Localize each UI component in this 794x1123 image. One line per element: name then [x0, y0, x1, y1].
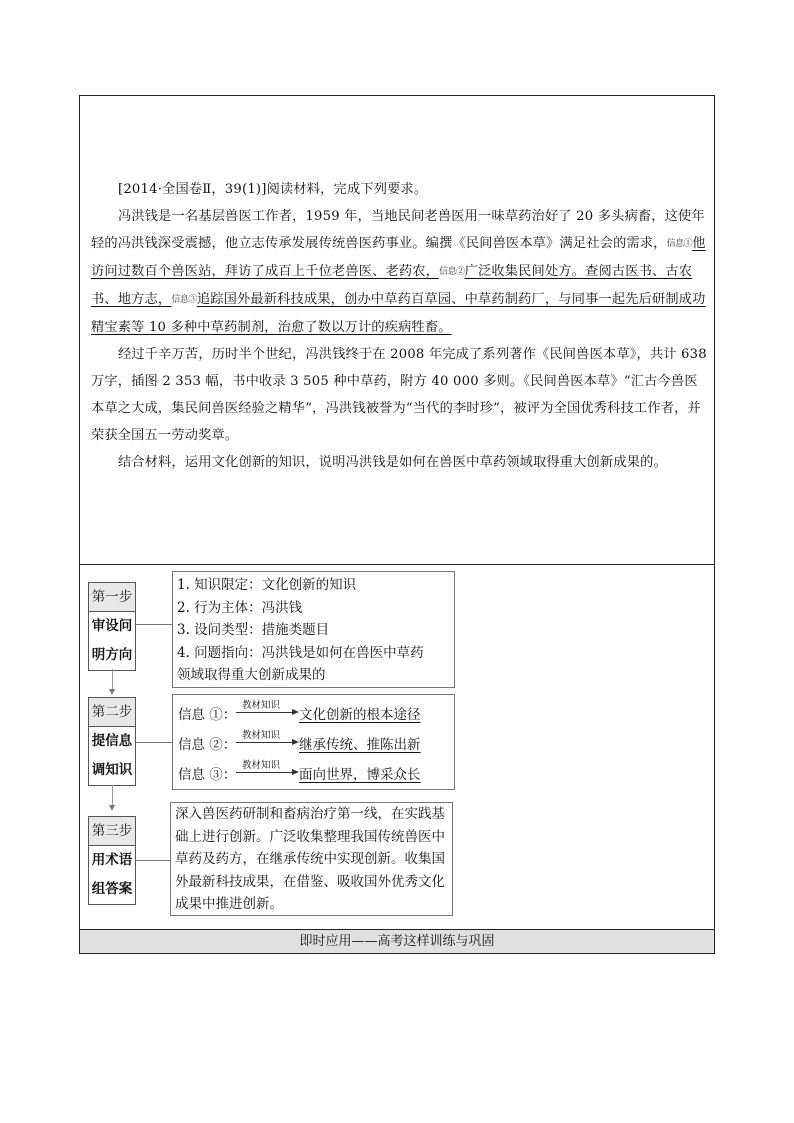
step3-title: 第三步 [89, 817, 135, 846]
document-frame [79, 95, 715, 954]
arrow-right-icon: 教材知识 [236, 699, 298, 723]
question-source: [2014·全国卷Ⅱ，39(1)]阅读材料，完成下列要求。 [118, 182, 428, 197]
step3-box [88, 816, 136, 905]
flow-arrow-1-icon [109, 689, 115, 695]
flow-line-2 [112, 785, 113, 807]
question-prompt: 结合材料，运用文化创新的知识，说明冯洪钱是如何在兽医中草药领域取得重大创新成果的。 [118, 455, 667, 470]
step1-item-3: 3. 设问类型：措施类题目 [177, 622, 330, 638]
step1-connector [136, 624, 172, 625]
info-knowledge-2: 继承传统、推陈出新 [299, 737, 421, 753]
step3-answer: 深入兽医药研制和畜病治疗第一线，在实践基础上进行创新。广泛收集整理我国传统兽医中草药及药方，在继承传统中实现创新。收集国外最新科技成果，在借鉴、吸收国外优秀文化成果中推进创新。 [170, 802, 453, 916]
material-paragraph-2: 经过千辛万苦，历时半个世纪，冯洪钱终于在 2008 年完成了系列著作《民间兽医本草》，共计 638 万字，插图 2 353 幅，书中收录 3 505 种中草药，附方 40 000 多则。《民间兽医本草》“汇古今兽医本草之大成，集民间兽医经验之精华”，冯洪钱被誉为“当代的李时珍”，被评为全国优秀科技工作者，并荣获全国五一劳动奖章。 [91, 347, 707, 443]
step2-box [88, 697, 136, 786]
footer-section-title: 即时应用——高考这样训练与巩固 [80, 929, 714, 953]
step2-line2: 调知识 [91, 762, 133, 778]
flow-arrow-2-icon [109, 805, 115, 811]
info-knowledge-3: 面向世界，博采众长 [299, 767, 421, 783]
step1-title: 第一步 [89, 583, 135, 612]
info-marker-1: 信息① [666, 239, 693, 249]
step3-line1: 用术语 [91, 852, 133, 868]
step1-box [88, 582, 136, 671]
arrow-right-icon: 教材知识 [236, 729, 298, 753]
arrow-right-icon: 教材知识 [236, 759, 298, 783]
question-section [80, 96, 714, 565]
step1-item-1: 1. 知识限定：文化创新的知识 [177, 577, 357, 593]
step1-line1: 审设问 [91, 618, 133, 634]
flow-line-1 [112, 669, 113, 691]
step1-item-4: 4. 问题指向：冯洪钱是如何在兽医中草药 [177, 644, 424, 661]
question-passage [91, 176, 707, 476]
step2-line1: 提信息 [91, 733, 133, 749]
step1-content [172, 571, 455, 688]
step1-item-5: 领域取得重大创新成果的 [177, 667, 326, 683]
step1-item-2: 2. 行为主体：冯洪钱 [177, 599, 303, 616]
step2-connector [136, 742, 172, 743]
info-marker-3: 信息③ [171, 295, 197, 305]
info-marker-2: 信息② [439, 267, 465, 277]
step3-line2: 组答案 [91, 881, 133, 897]
step1-line2: 明方向 [91, 647, 133, 663]
step2-title: 第二步 [89, 698, 135, 727]
step2-content: 信息 ①： 教材知识 文化创新的根本途径 信息 ②： 教材知识 继承传统、推陈出新 信息 ③： 教材知识 面向世界，博采众长 [172, 694, 455, 790]
step3-connector [136, 860, 170, 861]
info-knowledge-1: 文化创新的根本途径 [299, 707, 421, 723]
material-paragraph-1: 冯洪钱是一名基层兽医工作者，1959 年，当地民间老兽医用一味草药治好了 20 多头病畜，这使年轻的冯洪钱深受震撼，他立志传承发展传统兽医药事业。编撰《民间兽医本草》满足社会的需求，信息①他访问过数百个兽医站，拜访了成百上千位老兽医、老药农，信息②广泛收集民间处方。查阅古医书、古农书、地方志，信息③追踪国外最新科技成果，创办中草药百草园、中草药制药厂，与同事一起先后研制成功精宝素等 10 多种中草药制剂，治愈了数以万计的疾病牲畜。 [91, 209, 706, 335]
